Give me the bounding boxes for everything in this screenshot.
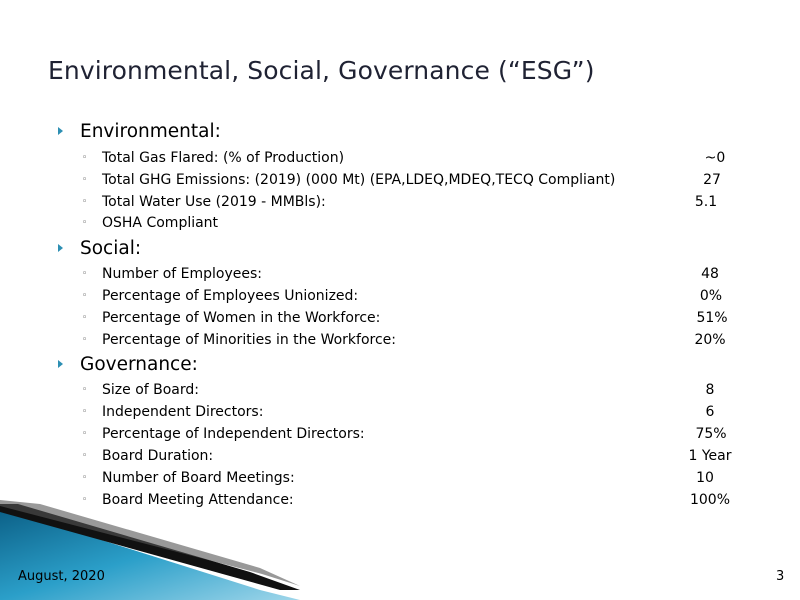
circle-bullet-icon: ◦: [82, 451, 88, 461]
item-value: 27: [703, 172, 721, 188]
circle-bullet-icon: ◦: [82, 269, 88, 279]
footer-date: August, 2020: [18, 569, 105, 584]
section-social: [58, 236, 141, 260]
item-label: Percentage of Minorities in the Workforce:: [102, 332, 396, 348]
circle-bullet-icon: ◦: [82, 335, 88, 345]
item-value: 75%: [695, 426, 727, 442]
circle-bullet-icon: ◦: [82, 429, 88, 439]
item-label: Number of Employees:: [102, 266, 262, 282]
list-item: [82, 192, 782, 212]
slide-title: Environmental, Social, Governance (“ESG”): [48, 56, 595, 85]
item-label: Number of Board Meetings:: [102, 470, 295, 486]
section-label: Governance:: [80, 353, 198, 375]
circle-bullet-icon: ◦: [82, 197, 88, 207]
list-item: [82, 170, 782, 190]
item-value: 48: [701, 266, 719, 282]
circle-bullet-icon: ◦: [82, 495, 88, 505]
item-label: Size of Board:: [102, 382, 199, 398]
item-label: Board Meeting Attendance:: [102, 492, 294, 508]
section-environmental: [58, 119, 221, 143]
circle-bullet-icon: ◦: [82, 175, 88, 185]
item-value: 8: [705, 382, 715, 398]
section-label: Environmental:: [80, 120, 221, 142]
circle-bullet-icon: ◦: [82, 291, 88, 301]
item-label: Percentage of Independent Directors:: [102, 426, 365, 442]
item-value: 6: [705, 404, 715, 420]
list-item: [82, 308, 782, 328]
section-bullet-icon: [58, 360, 63, 368]
circle-bullet-icon: ◦: [82, 407, 88, 417]
circle-bullet-icon: ◦: [82, 313, 88, 323]
item-label: Total Gas Flared: (% of Production): [102, 150, 345, 166]
list-item: [82, 446, 782, 466]
list-item: [82, 330, 782, 350]
item-value: 1 Year: [688, 448, 732, 464]
item-label: Total Water Use (2019 - MMBls):: [102, 194, 326, 210]
item-value: 100%: [689, 492, 731, 508]
list-item: [82, 148, 782, 168]
item-label: Percentage of Women in the Workforce:: [102, 310, 381, 326]
circle-bullet-icon: ◦: [82, 385, 88, 395]
section-label: Social:: [80, 237, 142, 259]
list-item: [82, 424, 782, 444]
item-value: 0%: [699, 288, 723, 304]
circle-bullet-icon: ◦: [82, 153, 88, 163]
list-item: [82, 380, 782, 400]
item-label: Independent Directors:: [102, 404, 264, 420]
list-item: [82, 213, 782, 233]
circle-bullet-icon: ◦: [82, 473, 88, 483]
item-value: ~0: [704, 150, 726, 166]
item-value: 5.1: [694, 194, 718, 210]
section-governance: [58, 352, 198, 376]
item-value: 51%: [696, 310, 728, 326]
section-bullet-icon: [58, 244, 63, 252]
list-item: [82, 468, 782, 488]
page-number: 3: [776, 569, 785, 584]
item-value: 10: [696, 470, 714, 486]
list-item: [82, 286, 782, 306]
item-value: 20%: [694, 332, 726, 348]
section-bullet-icon: [58, 127, 63, 135]
list-item: [82, 402, 782, 422]
item-label: Board Duration:: [102, 448, 214, 464]
item-label: Total GHG Emissions: (2019) (000 Mt) (EPA,LDEQ,MDEQ,TECQ Compliant): [102, 172, 616, 188]
circle-bullet-icon: ◦: [82, 218, 88, 228]
item-label: OSHA Compliant: [102, 215, 219, 231]
item-label: Percentage of Employees Unionized:: [102, 288, 359, 304]
list-item: [82, 264, 782, 284]
